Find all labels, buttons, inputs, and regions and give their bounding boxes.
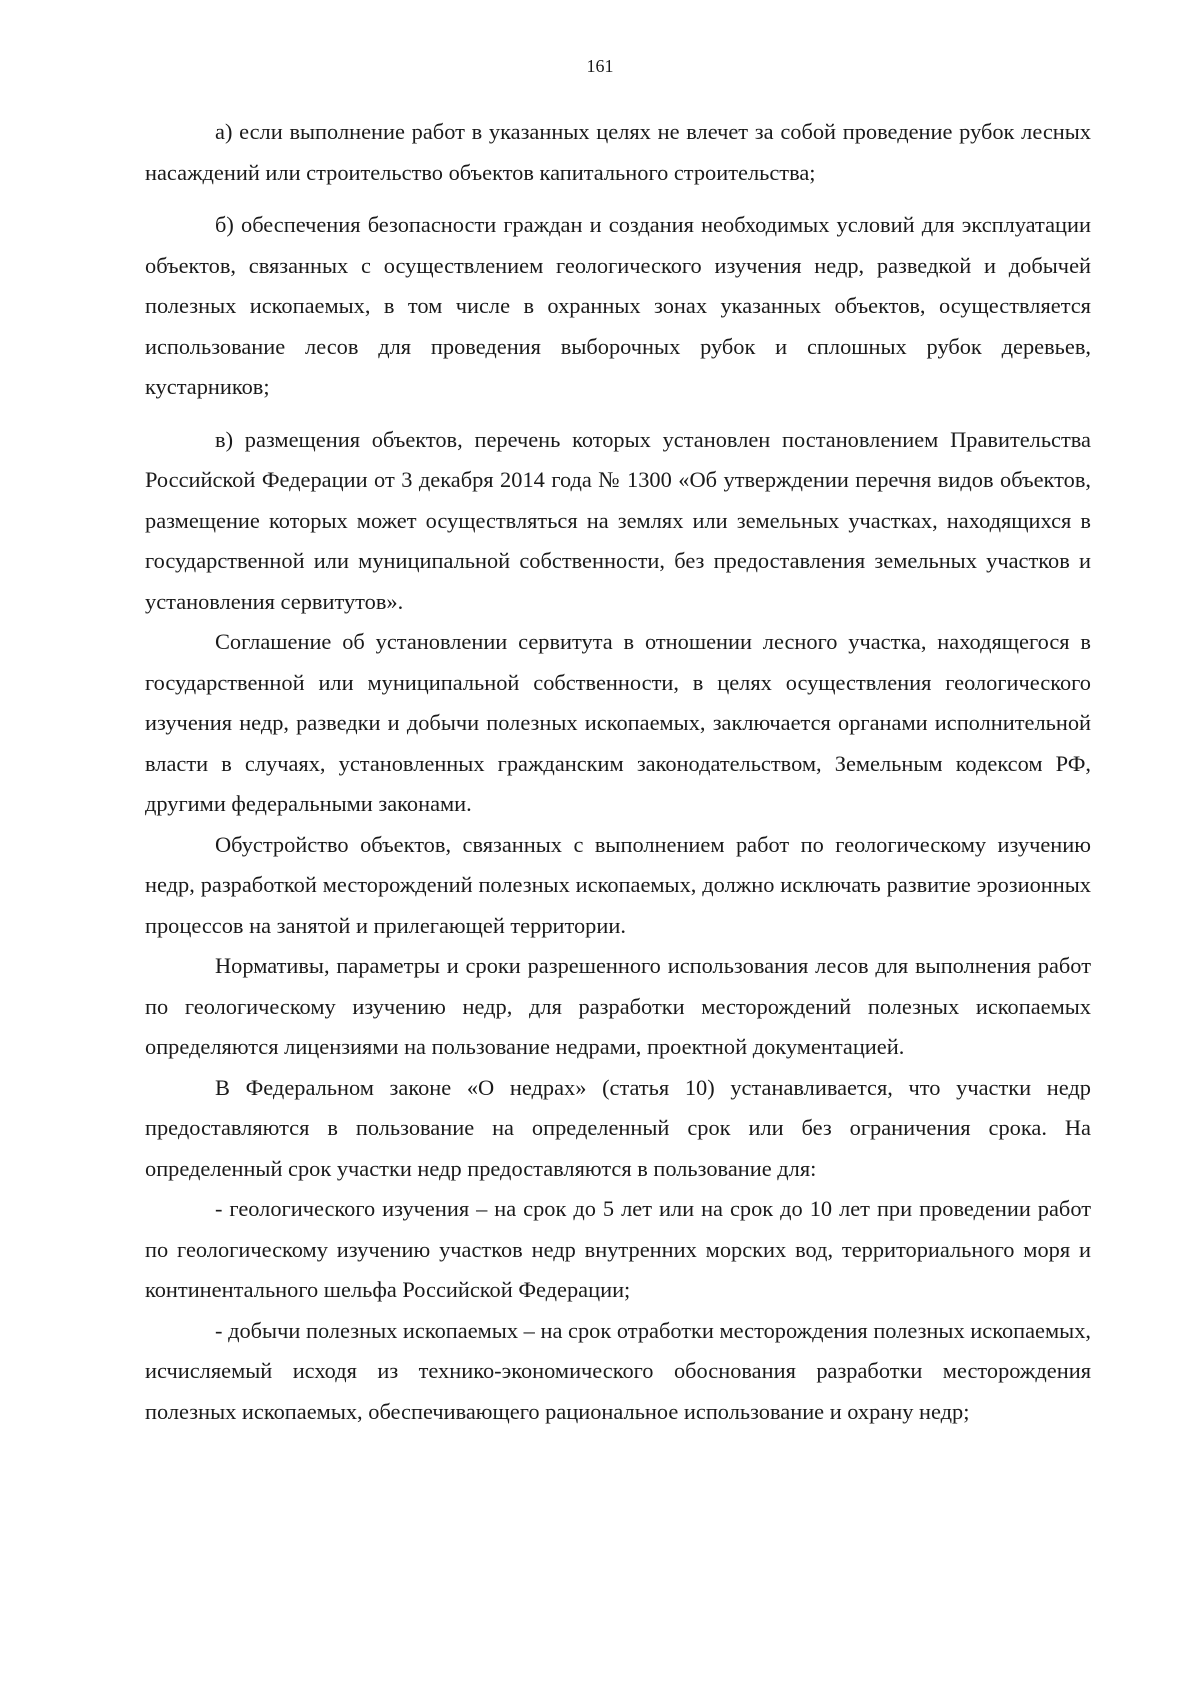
paragraph-v: в) размещения объектов, перечень которых установлен постановлением Правительства Российской Федерации от 3 декабря 2014 года № 1300 «Об утверждении перечня видов объектов, размещение которых может осуществляться на землях или земельных участках, находящихся в государственной или муниципальной собственности, без предоставления земельных участков и установления сервитутов». — [145, 426, 1091, 614]
list-item-geological-study: - геологического изучения – на срок до 5 лет или на срок до 10 лет при проведении работ по геологическому изучению участков недр внутренних морских вод, территориального моря и континентального шельфа Российской Федерации; — [145, 1196, 1091, 1302]
paragraph-federal-law: В Федеральном законе «О недрах» (статья 10) устанавливается, что участки недр предоставляются в пользование на определенный срок или без ограничения срока. На определенный срок участки недр предоставляются в пользование для: — [145, 1074, 1091, 1181]
page-number: 161 — [586, 56, 614, 76]
paragraph-a: а) если выполнение работ в указанных целях не влечет за собой проведение рубок лесных насаждений или строительство объектов капитального строительства; — [145, 119, 1091, 185]
paragraph-facilities-arrangement: Обустройство объектов, связанных с выполнением работ по геологическому изучению недр, разработкой месторождений полезных ископаемых, должно исключать развитие эрозионных процессов на занятой и прилегающей территории. — [145, 831, 1091, 938]
paragraph-b: б) обеспечения безопасности граждан и создания необходимых условий для эксплуатации объектов, связанных с осуществлением геологического изучения недр, разведкой и добычей полезных ископаемых, в том числе в охранных зонах указанных объектов, осуществляется использование лесов для проведения выборочных рубок и сплошных рубок деревьев, кустарников; — [145, 212, 1091, 399]
paragraph-servitude-agreement: Соглашение об установлении сервитута в отношении лесного участка, находящегося в государственной или муниципальной собственности, в целях осуществления геологического изучения недр, разведки и добычи полезных ископаемых, заключается органами исполнительной власти в случаях, установленных гражданским законодательством, Земельным кодексом РФ, другими федеральными законами. — [145, 629, 1091, 816]
document-body — [145, 112, 1091, 1432]
paragraph-norms-parameters: Нормативы, параметры и сроки разрешенного использования лесов для выполнения работ по геологическому изучению недр, для разработки месторождений полезных ископаемых определяются лицензиями на пользование недрами, проектной документацией. — [145, 953, 1091, 1059]
list-item-mineral-extraction: - добычи полезных ископаемых – на срок отработки месторождения полезных ископаемых, исчисляемый исходя из технико-экономического обоснования разработки месторождения полезных ископаемых, обеспечивающего рациональное использование и охрану недр; — [145, 1317, 1091, 1424]
